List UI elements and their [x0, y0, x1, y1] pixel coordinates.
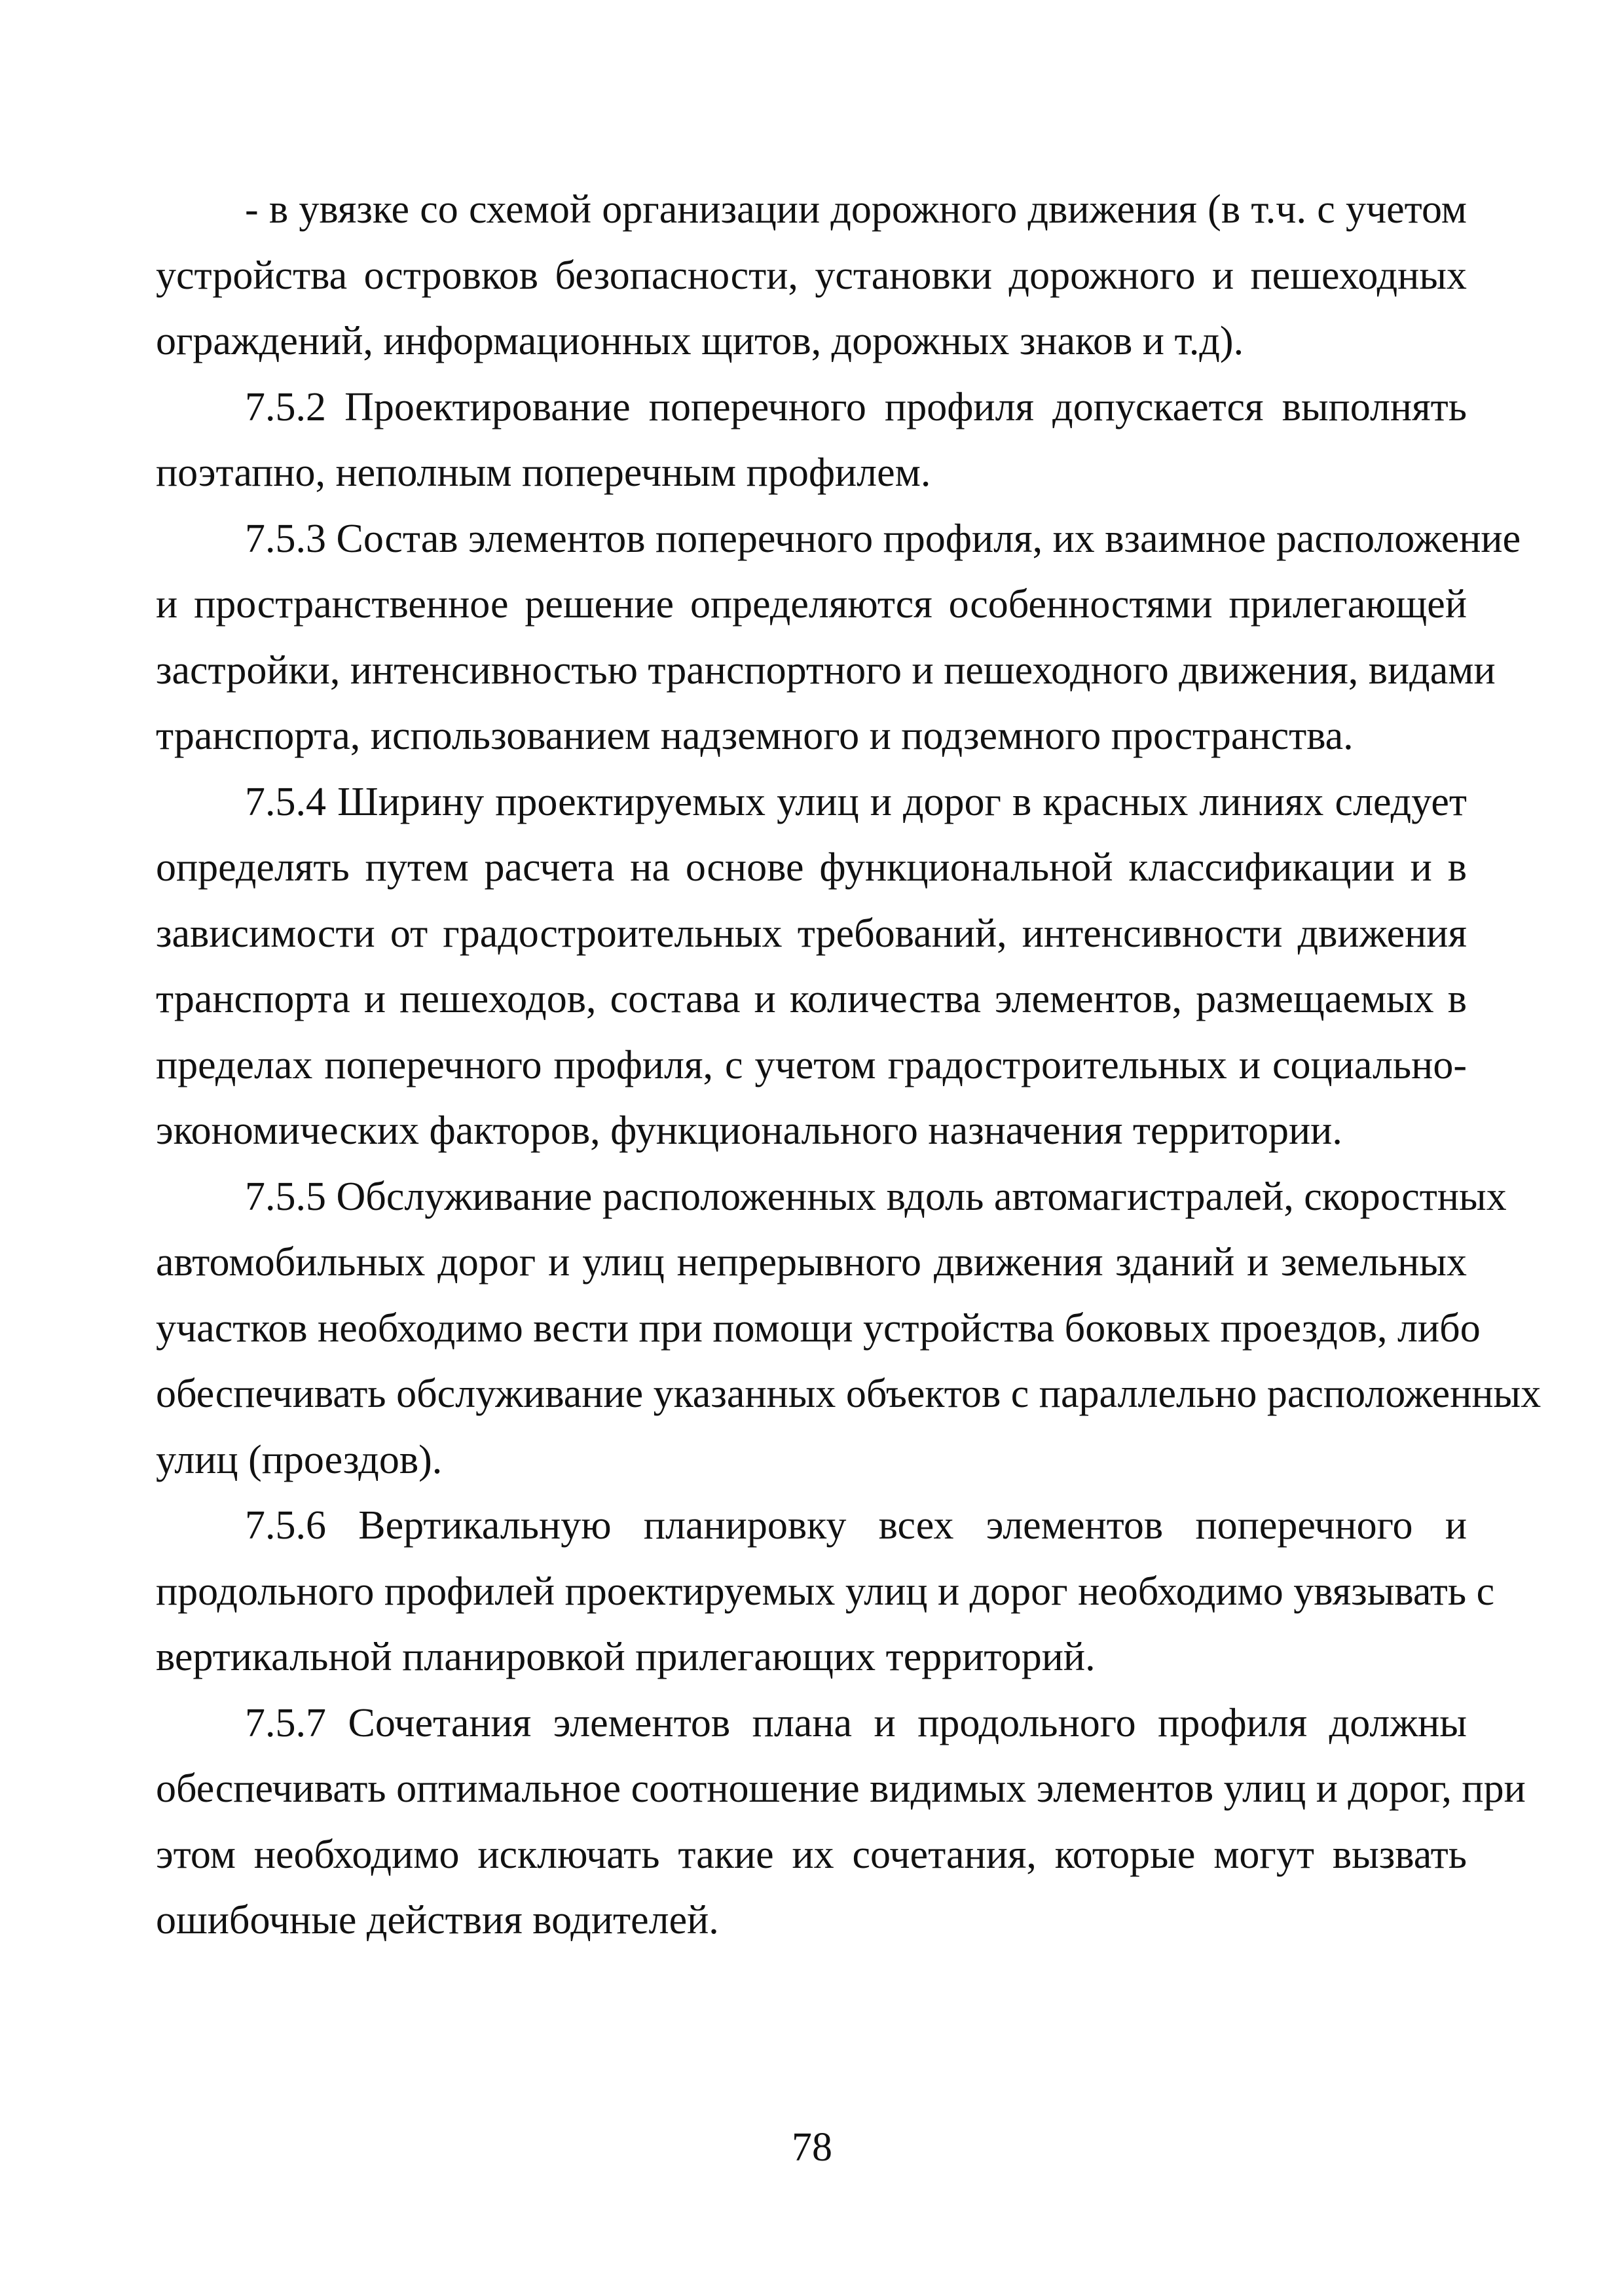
- page-number: 78: [792, 2125, 832, 2170]
- text-line: этом необходимо исключать такие их сочетания, которые могут вызвать: [156, 1832, 1467, 1877]
- text-line: зависимости от градостроительных требований, интенсивности движения: [156, 911, 1467, 956]
- text-line: участков необходимо вести при помощи устройства боковых проездов, либо: [156, 1305, 1481, 1351]
- text-line: 7.5.4 Ширину проектируемых улиц и дорог в красных линиях следует: [245, 779, 1467, 824]
- text-line: застройки, интенсивностью транспортного и пешеходного движения, видами: [156, 647, 1496, 693]
- paragraph-7-5-5: [156, 1164, 1541, 1493]
- text-line: пределах поперечного профиля, с учетом градостроительных и социально-: [156, 1042, 1467, 1087]
- document-body: [156, 177, 1541, 1954]
- text-line: продольного профилей проектируемых улиц и дорог необходимо увязывать с: [156, 1569, 1495, 1614]
- text-line: устройства островков безопасности, установки дорожного и пешеходных: [156, 253, 1467, 298]
- paragraph-intro-bullet: [156, 177, 1467, 374]
- text-line: и пространственное решение определяются особенностями прилегающей: [156, 582, 1467, 627]
- paragraph-7-5-4: [156, 769, 1467, 1164]
- text-line: 7.5.6 Вертикальную планировку всех элементов поперечного и: [245, 1503, 1467, 1548]
- text-line: определять путем расчета на основе функциональной классификации и в: [156, 845, 1467, 890]
- text-line: экономических факторов, функционального назначения территории.: [156, 1108, 1342, 1153]
- text-line: 7.5.2 Проектирование поперечного профиля допускается выполнять: [245, 384, 1467, 429]
- paragraph-7-5-3: [156, 506, 1521, 769]
- text-line: вертикальной планировкой прилегающих территорий.: [156, 1635, 1096, 1679]
- paragraph-7-5-7: [156, 1690, 1526, 1954]
- text-line: 7.5.5 Обслуживание расположенных вдоль автомагистралей, скоростных: [245, 1174, 1507, 1219]
- paragraph-7-5-6: [156, 1493, 1495, 1690]
- text-line: транспорта и пешеходов, состава и количества элементов, размещаемых в: [156, 977, 1467, 1021]
- text-line: ограждений, информационных щитов, дорожных знаков и т.д).: [156, 319, 1244, 363]
- text-line: ошибочные действия водителей.: [156, 1898, 719, 1942]
- text-line: обеспечивать оптимальное соотношение видимых элементов улиц и дорог, при: [156, 1766, 1526, 1811]
- paragraph-7-5-2: [156, 374, 1467, 506]
- text-line: 7.5.3 Состав элементов поперечного профиля, их взаимное расположение: [245, 516, 1521, 561]
- text-line: транспорта, использованием надземного и подземного пространства.: [156, 714, 1354, 758]
- text-line: автомобильных дорог и улиц непрерывного движения зданий и земельных: [156, 1240, 1467, 1285]
- text-line: - в увязке со схемой организации дорожного движения (в т.ч. с учетом: [245, 187, 1467, 232]
- text-line: 7.5.7 Сочетания элементов плана и продольного профиля должны: [245, 1700, 1467, 1745]
- text-line: поэтапно, неполным поперечным профилем.: [156, 450, 931, 495]
- text-line: улиц (проездов).: [156, 1437, 443, 1482]
- text-line: обеспечивать обслуживание указанных объектов с параллельно расположенных: [156, 1372, 1541, 1416]
